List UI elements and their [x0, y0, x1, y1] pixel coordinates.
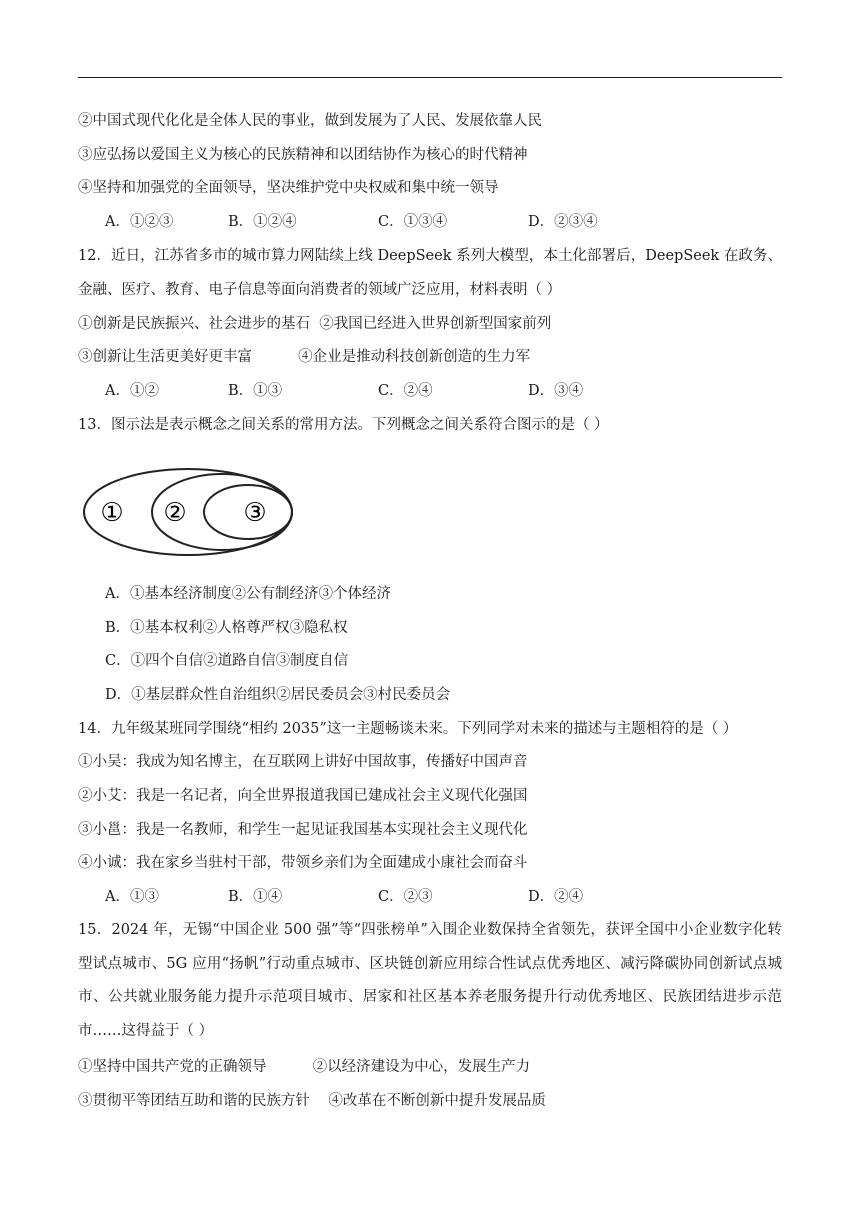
q14-stem: 14．九年级某班同学围绕“相约 2035”这一主题畅谈未来。下列同学对未来的描述与主题相符的是（ ）	[78, 721, 738, 737]
diagram-label-3: ③	[243, 498, 267, 528]
q12-option-a: A．①②	[105, 383, 159, 399]
q14-option-b: B．①④	[228, 889, 283, 905]
q15-item-row-2: ③贯彻平等团结互助和谐的民族方针 ④改革在不断创新中提升发展品质	[78, 1093, 546, 1109]
q14-item-1: ①小吴：我成为知名博主，在互联网上讲好中国故事，传播好中国声音	[78, 754, 528, 770]
q13-option-b: B．①基本权利②人格尊严权③隐私权	[105, 620, 348, 636]
q13-option-d: D．①基层群众性自治组织②居民委员会③村民委员会	[105, 687, 451, 703]
q14-option-c: C．②③	[378, 889, 433, 905]
q14-item-2: ②小艾：我是一名记者，向全世界报道我国已建成社会主义现代化强国	[78, 788, 528, 804]
q14-option-a: A．①③	[105, 889, 159, 905]
q11-option-c: C．①③④	[378, 214, 448, 230]
q12-option-d: D．③④	[528, 383, 584, 399]
q12-option-c: C．②④	[378, 383, 433, 399]
header-rule	[78, 77, 782, 78]
q14-item-4: ④小诚：我在家乡当驻村干部，带领乡亲们为全面建成小康社会而奋斗	[78, 855, 528, 871]
q12-item-row-2: ③创新让生活更美好更丰富 ④企业是推动科技创新创造的生力军	[78, 349, 531, 365]
q14-option-d: D．②④	[528, 889, 584, 905]
q11-item-2: ②中国式现代化化是全体人民的事业，做到发展为了人民、发展依靠人民	[78, 113, 542, 129]
q13-stem: 13．图示法是表示概念之间关系的常用方法。下列概念之间关系符合图示的是（ ）	[78, 417, 609, 433]
nested-ellipse-diagram	[78, 466, 298, 558]
q12-item-row-1: ①创新是民族振兴、社会进步的基石 ②我国已经进入世界创新型国家前列	[78, 316, 552, 332]
q11-option-d: D．②③④	[528, 214, 598, 230]
diagram-label-2: ②	[163, 498, 187, 528]
q11-item-3: ③应弘扬以爱国主义为核心的民族精神和以团结协作为核心的时代精神	[78, 147, 528, 163]
q14-item-3: ③小邕：我是一名教师，和学生一起见证我国基本实现社会主义现代化	[78, 822, 528, 838]
q13-option-a: A．①基本经济制度②公有制经济③个体经济	[105, 586, 391, 602]
q11-option-a: A．①②③	[105, 214, 174, 230]
q12-option-b: B．①③	[228, 383, 283, 399]
q12-stem: 12．近日，江苏省多市的城市算力网陆续上线 DeepSeek 系列大模型，本土化部署后，DeepSeek 在政务、金融、医疗、教育、电子信息等面向消费者的领域广泛应用，材料表明（ ）	[78, 248, 782, 298]
q13-option-c: C．①四个自信②道路自信③制度自信	[105, 653, 349, 669]
q15-item-row-1: ①坚持中国共产党的正确领导 ②以经济建设为中心，发展生产力	[78, 1059, 531, 1075]
q11-option-b: B．①②④	[228, 214, 297, 230]
q11-item-4: ④坚持和加强党的全面领导，坚决维护党中央权威和集中统一领导	[78, 180, 499, 196]
diagram-label-1: ①	[100, 498, 124, 528]
q15-stem: 15．2024 年，无锡“中国企业 500 强”等“四张榜单”入围企业数保持全省领先，获评全国中小企业数字化转型试点城市、5G 应用“扬帆”行动重点城市、区块链创新应用综合性试点优秀地区、减污降碳协同创新试点城市、公共就业服务能力提升示范项目城市、居家和社区基本养老服务提升行动优秀地区、民族团结进步示范市……这得益于（ ）	[78, 922, 782, 1039]
